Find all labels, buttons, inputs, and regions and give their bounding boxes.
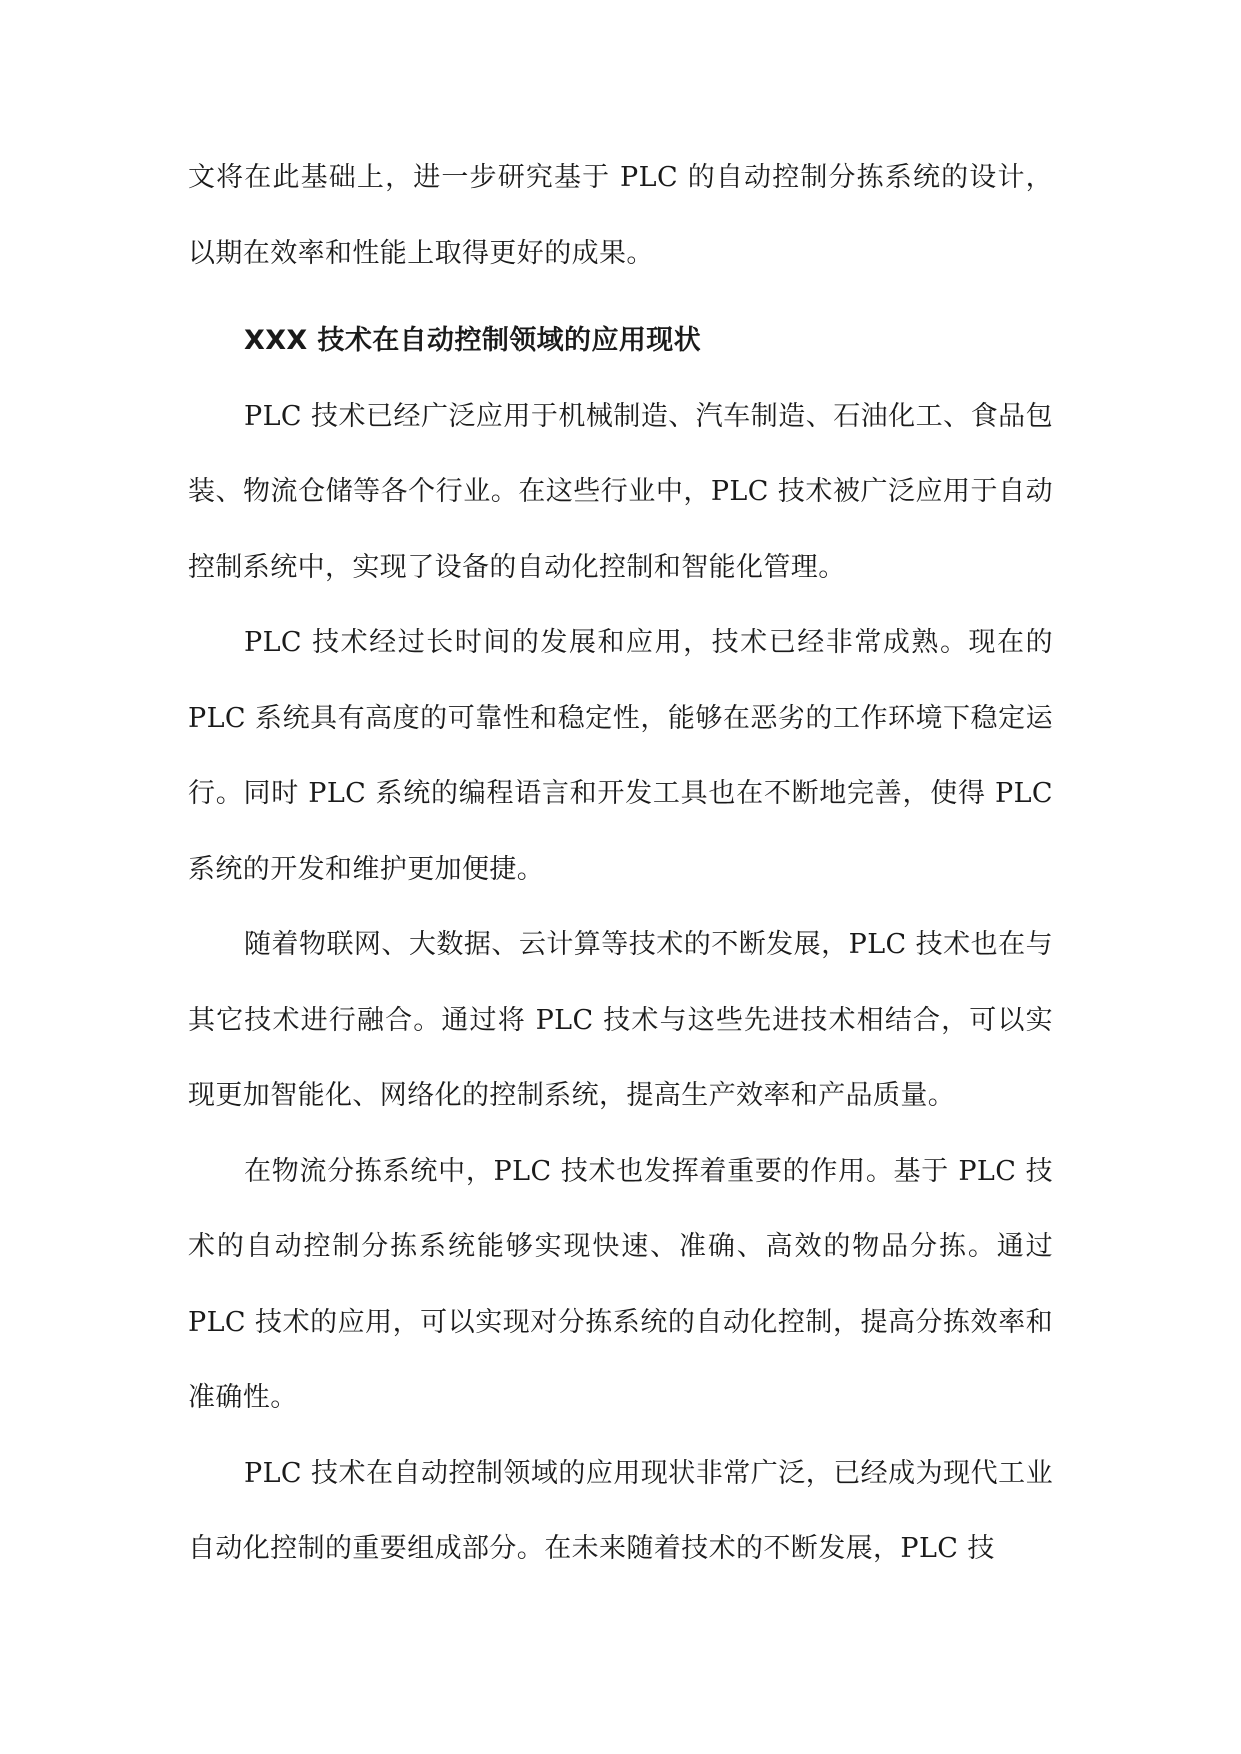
body-paragraph-1: PLC 技术已经广泛应用于机械制造、汽车制造、石油化工、食品包装、物流仓储等各个行业。在这些行业中，PLC 技术被广泛应用于自动控制系统中，实现了设备的自动化控制和智能化管理。 (188, 400, 1053, 583)
body-paragraph-5: PLC 技术在自动控制领域的应用现状非常广泛，已经成为现代工业自动化控制的重要组成部分。在未来随着技术的不断发展，PLC 技 (188, 1457, 1053, 1564)
document-body (188, 140, 1053, 1587)
section-heading: XXX 技术在自动控制领域的应用现状 (244, 325, 702, 356)
body-paragraph-3: 随着物联网、大数据、云计算等技术的不断发展，PLC 技术也在与其它技术进行融合。通过将 PLC 技术与这些先进技术相结合，可以实现更加智能化、网络化的控制系统，提高生产效率和产品质量。 (188, 929, 1053, 1111)
intro-paragraph: 文将在此基础上，进一步研究基于 PLC 的自动控制分拣系统的设计，以期在效率和性能上取得更好的成果。 (188, 162, 1053, 269)
body-paragraph-2: PLC 技术经过长时间的发展和应用，技术已经非常成熟。现在的 PLC 系统具有高度的可靠性和稳定性，能够在恶劣的工作环境下稳定运行。同时 PLC 系统的编程语言和开发工具也在不断地完善，使得 PLC 系统的开发和维护更加便捷。 (188, 627, 1053, 885)
body-paragraph-4: 在物流分拣系统中，PLC 技术也发挥着重要的作用。基于 PLC 技术的自动控制分拣系统能够实现快速、准确、高效的物品分拣。通过 PLC 技术的应用，可以实现对分拣系统的自动化控制，提高分拣效率和准确性。 (188, 1155, 1053, 1413)
